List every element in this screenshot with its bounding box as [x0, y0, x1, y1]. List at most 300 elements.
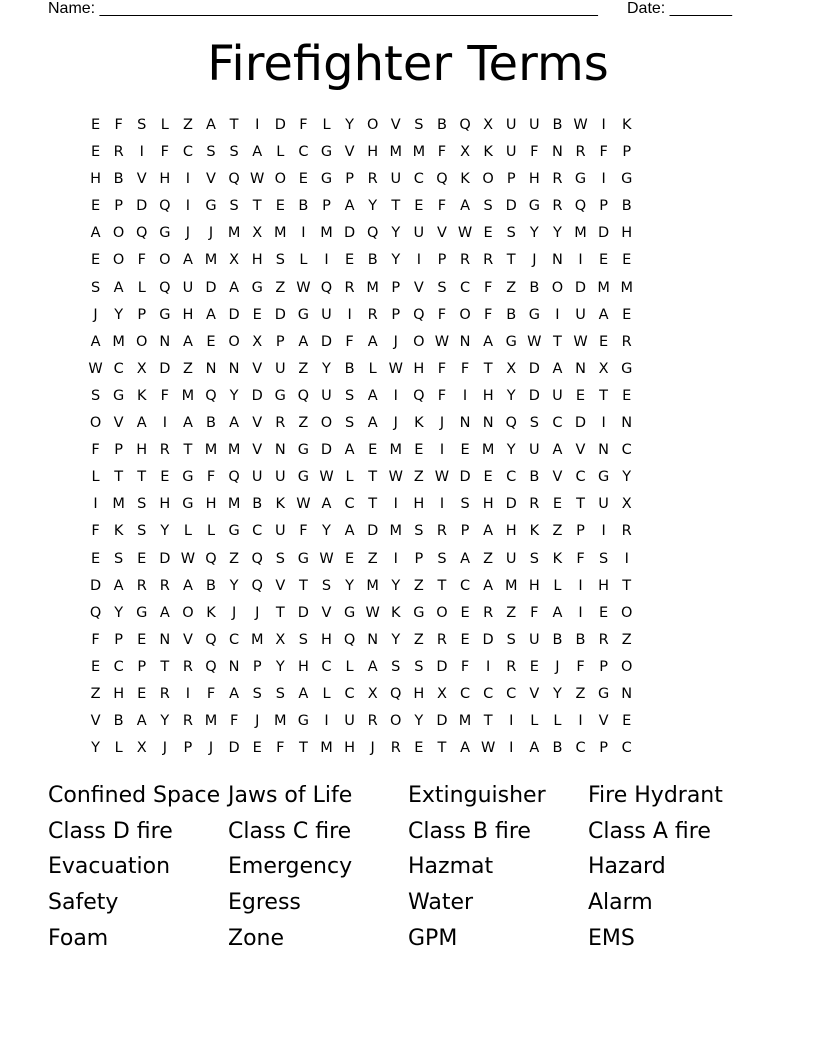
grid-letter: E	[529, 658, 539, 675]
grid-letter: U	[413, 225, 425, 242]
grid-letter: F	[530, 144, 539, 161]
grid-letter: P	[506, 171, 516, 188]
grid-letter: T	[483, 360, 493, 377]
grid-letter: G	[528, 306, 540, 323]
grid-letter: P	[114, 442, 124, 459]
grid-letter: R	[182, 713, 193, 730]
grid-letter: Y	[114, 306, 124, 323]
grid-letter: I	[93, 496, 98, 513]
grid-letter: R	[367, 171, 378, 188]
grid-letter: J	[208, 225, 214, 242]
grid-letter: Q	[436, 171, 448, 188]
grid-letter: E	[460, 604, 470, 621]
grid-letter: Y	[322, 523, 331, 540]
word-bank-item: Extinguisher	[408, 783, 546, 808]
grid-letter: I	[185, 685, 191, 702]
grid-letter: Q	[205, 658, 217, 675]
grid-letter: L	[345, 469, 354, 486]
grid-letter: U	[274, 360, 286, 377]
grid-letter: A	[552, 604, 563, 621]
grid-letter: D	[228, 306, 240, 323]
letter-grid	[84, 112, 732, 762]
grid-letter: V	[344, 144, 355, 161]
grid-letter: E	[275, 198, 285, 215]
grid-letter: I	[578, 577, 583, 594]
grid-letter: R	[483, 252, 494, 269]
grid-letter: S	[206, 144, 216, 161]
grid-letter: E	[460, 442, 470, 459]
grid-letter: D	[159, 550, 171, 567]
grid-letter: A	[367, 387, 378, 404]
grid-letter: Q	[251, 550, 263, 567]
grid-letter: T	[183, 442, 193, 459]
grid-letter: V	[206, 171, 216, 188]
grid-letter: E	[90, 252, 101, 269]
grid-letter: C	[459, 279, 471, 296]
grid-letter: I	[185, 198, 191, 215]
grid-letter: Z	[621, 631, 632, 648]
header-line	[48, 0, 748, 18]
grid-letter: H	[528, 577, 540, 594]
grid-letter: I	[393, 496, 398, 513]
grid-letter: F	[437, 144, 447, 161]
grid-letter: G	[597, 469, 610, 486]
grid-letter: K	[275, 496, 286, 513]
grid-letter: M	[389, 144, 403, 161]
grid-letter: F	[276, 740, 285, 757]
grid-row	[84, 247, 732, 274]
grid-letter: H	[413, 360, 425, 377]
grid-letter: S	[90, 279, 101, 296]
grid-letter: C	[459, 685, 471, 702]
grid-letter: V	[252, 442, 263, 459]
grid-letter: N	[367, 631, 379, 648]
grid-letter: O	[620, 658, 633, 675]
grid-letter: V	[252, 415, 263, 432]
grid-letter: V	[113, 415, 124, 432]
grid-letter: P	[275, 333, 285, 350]
word-bank-item: Confined Space	[48, 783, 221, 808]
grid-letter: A	[483, 523, 494, 540]
grid-letter: C	[113, 360, 124, 377]
grid-letter: Z	[552, 523, 563, 540]
grid-row	[84, 708, 732, 735]
grid-letter: M	[389, 442, 403, 459]
grid-letter: W	[388, 469, 403, 486]
grid-letter: D	[367, 523, 379, 540]
word-bank-item: Hazmat	[408, 854, 494, 880]
grid-letter: F	[437, 306, 447, 323]
grid-letter: P	[114, 198, 124, 215]
grid-letter: Q	[413, 306, 425, 323]
grid-letter: D	[297, 604, 309, 621]
grid-letter: S	[114, 550, 124, 567]
grid-letter: Y	[368, 198, 378, 215]
grid-letter: E	[160, 469, 170, 486]
grid-letter: A	[182, 333, 193, 350]
grid-letter: L	[183, 523, 192, 540]
grid-letter: K	[483, 144, 493, 161]
grid-letter: V	[529, 685, 540, 702]
grid-letter: J	[393, 333, 398, 350]
grid-letter: A	[483, 577, 494, 594]
grid-letter: R	[621, 523, 632, 540]
grid-letter: F	[437, 387, 447, 404]
grid-letter: N	[459, 333, 471, 350]
grid-letter: Y	[160, 523, 170, 540]
grid-letter: P	[252, 658, 262, 675]
grid-letter: B	[621, 198, 632, 215]
grid-letter: X	[483, 117, 494, 133]
grid-letter: H	[159, 171, 171, 188]
grid-letter: T	[252, 198, 262, 215]
grid-letter: Z	[367, 550, 378, 567]
grid-letter: Z	[298, 360, 309, 377]
grid-letter: B	[344, 360, 355, 377]
grid-letter: G	[413, 604, 425, 621]
grid-letter: D	[136, 198, 148, 215]
grid-letter: E	[483, 469, 493, 486]
grid-letter: C	[552, 415, 563, 432]
grid-letter: C	[321, 658, 332, 675]
grid-letter: W	[388, 360, 403, 377]
grid-letter: Z	[575, 685, 586, 702]
grid-letter: F	[160, 144, 169, 161]
grid-letter: E	[298, 171, 308, 188]
grid-letter: Z	[506, 604, 517, 621]
grid-row	[84, 627, 732, 654]
word-bank-item: GPM	[408, 925, 458, 951]
grid-letter: J	[208, 740, 214, 757]
grid-letter: A	[367, 658, 378, 675]
grid-letter: M	[320, 740, 333, 757]
grid-letter: W	[319, 469, 334, 486]
grid-letter: B	[552, 631, 563, 648]
grid-letter: W	[180, 550, 196, 567]
grid-letter: T	[622, 577, 632, 594]
grid-letter: Q	[459, 117, 471, 133]
grid-letter: F	[137, 252, 146, 269]
grid-letter: S	[414, 523, 424, 540]
grid-letter: C	[229, 631, 240, 648]
grid-letter: I	[347, 306, 352, 323]
word-bank-item: Water	[408, 890, 474, 916]
grid-letter: T	[137, 469, 147, 486]
grid-letter: I	[162, 415, 167, 432]
grid-row	[84, 410, 732, 437]
grid-letter: R	[136, 577, 147, 594]
grid-letter: E	[90, 144, 101, 161]
grid-letter: G	[528, 198, 540, 215]
grid-letter: I	[509, 740, 514, 757]
grid-letter: S	[506, 225, 516, 242]
grid-letter: Q	[159, 198, 171, 215]
grid-letter: D	[436, 658, 448, 675]
word-bank	[48, 778, 768, 957]
grid-letter: Y	[391, 577, 401, 594]
grid-letter: A	[460, 550, 470, 567]
grid-letter: I	[601, 523, 606, 540]
grid-letter: T	[483, 713, 493, 730]
grid-row	[84, 302, 732, 329]
grid-row	[84, 681, 732, 708]
grid-letter: S	[391, 658, 401, 675]
grid-letter: G	[274, 387, 286, 404]
grid-letter: M	[597, 279, 610, 296]
grid-letter: L	[553, 713, 562, 730]
grid-letter: N	[159, 631, 171, 648]
grid-letter: T	[599, 387, 609, 404]
grid-letter: U	[575, 306, 586, 323]
grid-letter: B	[552, 740, 563, 757]
grid-row	[84, 464, 732, 491]
grid-letter: U	[529, 442, 540, 459]
grid-letter: Y	[275, 658, 285, 675]
grid-letter: Q	[228, 469, 240, 486]
grid-letter: H	[367, 144, 379, 161]
grid-letter: G	[297, 469, 310, 486]
grid-letter: A	[229, 279, 240, 296]
grid-letter: W	[250, 171, 265, 188]
grid-letter: N	[575, 360, 586, 377]
grid-letter: I	[486, 658, 491, 675]
grid-row	[84, 600, 732, 627]
grid-letter: P	[183, 740, 193, 757]
grid-letter: N	[274, 442, 286, 459]
grid-letter: Y	[229, 387, 239, 404]
grid-row	[84, 220, 732, 247]
grid-letter: Q	[366, 225, 379, 242]
grid-letter: H	[598, 577, 610, 594]
page-title: Firefighter Terms	[207, 36, 609, 92]
grid-letter: H	[159, 496, 171, 513]
grid-letter: E	[622, 252, 632, 269]
grid-letter: R	[598, 631, 609, 648]
grid-letter: L	[114, 740, 123, 757]
grid-letter: V	[575, 442, 586, 459]
word-bank-item: Class B fire	[408, 818, 531, 844]
grid-letter: X	[136, 360, 147, 377]
grid-letter: V	[252, 360, 263, 377]
grid-letter: F	[229, 713, 239, 730]
grid-letter: D	[598, 225, 610, 242]
grid-letter: B	[367, 252, 378, 269]
word-bank-item: Class D fire	[48, 818, 173, 844]
grid-letter: Y	[91, 740, 100, 757]
grid-letter: O	[112, 252, 125, 269]
grid-letter: S	[414, 117, 424, 133]
grid-letter: E	[137, 685, 147, 702]
grid-letter: C	[459, 577, 471, 594]
grid-letter: D	[505, 198, 517, 215]
word-bank-item: Class C fire	[228, 818, 352, 844]
grid-letter: T	[114, 469, 124, 486]
grid-letter: O	[320, 415, 333, 432]
grid-letter: T	[229, 117, 239, 133]
grid-letter: O	[366, 117, 379, 133]
grid-letter: B	[529, 469, 540, 486]
grid-letter: M	[389, 523, 403, 540]
grid-letter: Z	[506, 279, 517, 296]
grid-letter: D	[482, 631, 494, 648]
grid-letter: K	[621, 117, 632, 133]
grid-letter: Y	[552, 225, 562, 242]
grid-letter: D	[343, 225, 356, 242]
grid-letter: H	[413, 496, 425, 513]
grid-letter: P	[137, 658, 147, 675]
grid-letter: M	[366, 279, 379, 296]
grid-letter: E	[575, 387, 586, 404]
grid-letter: N	[598, 442, 610, 459]
grid-letter: M	[320, 225, 333, 242]
grid-letter: X	[436, 685, 447, 702]
grid-letter: A	[90, 225, 101, 242]
grid-letter: X	[367, 685, 378, 702]
grid-letter: R	[460, 252, 471, 269]
grid-letter: H	[621, 225, 633, 242]
grid-letter: E	[206, 333, 216, 350]
grid-letter: A	[90, 333, 101, 350]
grid-letter: A	[206, 306, 216, 323]
grid-letter: Z	[298, 415, 309, 432]
grid-letter: D	[528, 360, 540, 377]
grid-letter: E	[599, 252, 609, 269]
grid-letter: Y	[552, 685, 562, 702]
grid-letter: Y	[391, 225, 401, 242]
grid-letter: F	[483, 279, 493, 296]
grid-letter: D	[159, 360, 171, 377]
grid-letter: R	[621, 333, 632, 350]
grid-letter: F	[91, 523, 100, 540]
grid-letter: I	[439, 496, 445, 513]
grid-letter: K	[460, 171, 470, 188]
grid-letter: E	[622, 387, 632, 404]
grid-letter: I	[601, 117, 606, 133]
grid-letter: E	[252, 740, 262, 757]
grid-letter: L	[345, 658, 354, 675]
grid-letter: R	[529, 496, 540, 513]
grid-letter: R	[575, 144, 586, 161]
grid-letter: I	[439, 442, 445, 459]
grid-letter: H	[136, 442, 148, 459]
grid-letter: U	[529, 117, 540, 133]
grid-row	[84, 356, 732, 383]
grid-letter: R	[159, 685, 170, 702]
grid-letter: A	[321, 496, 332, 513]
grid-letter: G	[505, 333, 517, 350]
grid-letter: L	[368, 360, 377, 377]
grid-letter: U	[182, 279, 194, 296]
grid-letter: K	[552, 550, 563, 567]
grid-letter: S	[90, 387, 101, 404]
grid-letter: B	[206, 415, 216, 432]
grid-letter: T	[368, 469, 378, 486]
grid-letter: I	[416, 252, 421, 269]
grid-letter: E	[414, 442, 424, 459]
grid-letter: H	[321, 631, 332, 648]
grid-letter: G	[343, 604, 356, 621]
grid-letter: Q	[413, 387, 425, 404]
grid-letter: V	[390, 117, 401, 133]
grid-letter: R	[552, 198, 563, 215]
grid-letter: T	[368, 496, 378, 513]
grid-letter: W	[527, 333, 542, 350]
grid-letter: Z	[413, 631, 424, 648]
grid-letter: S	[298, 631, 308, 648]
grid-letter: R	[436, 631, 447, 648]
grid-letter: L	[91, 469, 100, 486]
grid-letter: Y	[506, 442, 516, 459]
grid-letter: R	[182, 658, 193, 675]
grid-letter: L	[322, 685, 331, 702]
grid-letter: C	[621, 442, 632, 459]
grid-letter: I	[601, 171, 606, 188]
grid-letter: S	[414, 658, 424, 675]
word-bank-item: Fire Hydrant	[588, 783, 723, 808]
grid-letter: S	[275, 550, 285, 567]
grid-letter: L	[137, 279, 146, 296]
grid-letter: T	[391, 198, 401, 215]
grid-letter: T	[506, 252, 516, 269]
grid-letter: F	[114, 117, 123, 133]
grid-row	[84, 329, 732, 356]
grid-letter: S	[529, 550, 539, 567]
grid-letter: C	[413, 171, 424, 188]
grid-letter: G	[297, 550, 310, 567]
grid-letter: E	[622, 306, 632, 323]
grid-letter: A	[460, 198, 470, 215]
grid-letter: V	[436, 225, 447, 242]
grid-letter: F	[530, 604, 539, 621]
grid-letter: J	[393, 415, 398, 432]
grid-letter: B	[552, 117, 563, 133]
grid-letter: A	[367, 333, 378, 350]
grid-letter: K	[414, 415, 424, 432]
grid-letter: M	[574, 225, 587, 242]
word-bank-item: Jaws of Life	[228, 783, 353, 808]
grid-letter: X	[621, 496, 632, 513]
grid-letter: F	[460, 360, 470, 377]
grid-letter: W	[573, 117, 588, 133]
grid-letter: N	[159, 333, 171, 350]
grid-letter: U	[505, 117, 517, 133]
grid-letter: G	[251, 279, 263, 296]
grid-letter: C	[344, 496, 355, 513]
grid-letter: A	[182, 252, 193, 269]
grid-letter: C	[113, 658, 124, 675]
grid-letter: Z	[413, 469, 424, 486]
grid-letter: G	[113, 387, 125, 404]
grid-letter: R	[344, 279, 355, 296]
grid-letter: J	[255, 713, 260, 730]
grid-letter: Y	[229, 577, 239, 594]
grid-letter: E	[90, 658, 101, 675]
grid-letter: P	[437, 252, 447, 269]
grid-letter: E	[90, 550, 101, 567]
grid-letter: M	[458, 713, 472, 730]
grid-letter: S	[137, 496, 147, 513]
grid-letter: S	[437, 279, 447, 296]
grid-letter: O	[182, 604, 194, 621]
grid-letter: A	[136, 415, 147, 432]
grid-letter: T	[576, 496, 585, 513]
grid-letter: J	[93, 306, 98, 323]
grid-letter: E	[414, 740, 424, 757]
grid-letter: S	[506, 631, 516, 648]
grid-letter: A	[182, 415, 193, 432]
grid-letter: I	[324, 713, 329, 730]
grid-letter: I	[509, 713, 514, 730]
